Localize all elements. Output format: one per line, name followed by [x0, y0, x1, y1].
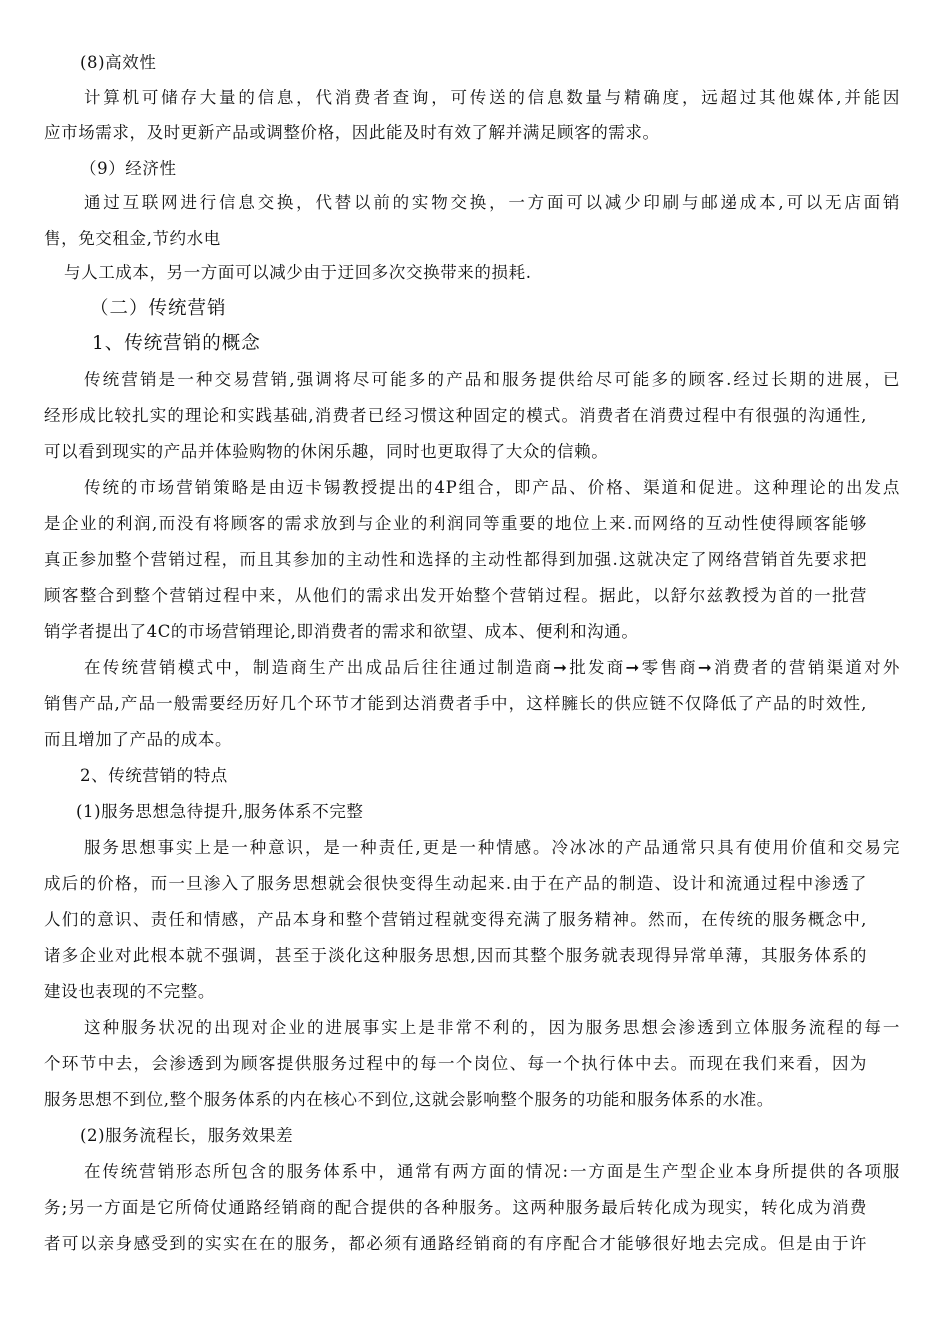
paragraph-line: 诸多企业对此根本就不强调，甚至于淡化这种服务思想,因而其整个服务就表现得异常单薄，其服务体系的 — [44, 946, 867, 965]
paragraph-line: 销学者提出了4C的市场营销理论,即消费者的需求和欲望、成本、便利和沟通。 — [44, 622, 639, 641]
paragraph-line: 这种服务状况的出现对企业的进展事实上是非常不利的，因为服务思想会渗透到立体服务流程的每一 — [84, 1018, 900, 1037]
paragraph-line: 务;另一方面是它所倚仗通路经销商的配合提供的各种服务。这两种服务最后转化成为现实，转化成为消费 — [44, 1198, 867, 1217]
subsection-heading-features: 2、传统营销的特点 — [80, 766, 228, 785]
paragraph-line: 服务思想事实上是一种意识，是一种责任,更是一种情感。冷冰冰的产品通常只具有使用价值和交易完 — [84, 838, 900, 857]
paragraph-line: 计算机可储存大量的信息，代消费者查询，可传送的信息数量与精确度，远超过其他媒体,并能因 — [84, 88, 900, 107]
paragraph-line: 成后的价格，而一旦渗入了服务思想就会很快变得生动起来.由于在产品的制造、设计和流通过程中渗透了 — [44, 874, 867, 893]
paragraph-line: 售，免交租金,节约水电 — [44, 229, 221, 248]
heading-efficiency: (8)高效性 — [80, 53, 157, 72]
paragraph-line: 者可以亲身感受到的实实在在的服务，都必须有通路经销商的有序配合才能够很好地去完成。但是由于许 — [44, 1234, 867, 1253]
paragraph-line: 可以看到现实的产品并体验购物的休闲乐趣，同时也更取得了大众的信赖。 — [44, 442, 609, 461]
paragraph-line: 传统营销是一种交易营销,强调将尽可能多的产品和服务提供给尽可能多的顾客.经过长期的进展，已 — [84, 370, 900, 389]
paragraph-line: 在传统营销模式中，制造商生产出成品后往往通过制造商➞批发商➞零售商➞消费者的营销渠道对外 — [84, 658, 900, 677]
paragraph-line: 是企业的利润,而没有将顾客的需求放到与企业的利润同等重要的地位上来.而网络的互动性使得顾客能够 — [44, 514, 867, 533]
paragraph-line: 而且增加了产品的成本。 — [44, 730, 233, 749]
paragraph-line: 经形成比较扎实的理论和实践基础,消费者已经习惯这种固定的模式。消费者在消费过程中有很强的沟通性, — [44, 406, 867, 425]
section-heading-traditional-marketing: （二）传统营销 — [90, 298, 227, 319]
paragraph-line: 销售产品,产品一般需要经历好几个环节才能到达消费者手中，这样臃长的供应链不仅降低了产品的时效性, — [44, 694, 867, 713]
paragraph-line: 人们的意识、责任和情感，产品本身和整个营销过程就变得充满了服务精神。然而，在传统的服务概念中, — [44, 910, 867, 929]
paragraph-line: 与人工成本，另一方面可以减少由于迂回多次交换带来的损耗. — [64, 263, 532, 282]
paragraph-line: 传统的市场营销策略是由迈卡锡教授提出的4P组合，即产品、价格、渠道和促进。这种理论的出发点 — [84, 478, 900, 497]
heading-service-process: (2)服务流程长，服务效果差 — [80, 1126, 294, 1145]
paragraph-line: 个环节中去，会渗透到为顾客提供服务过程中的每一个岗位、每一个执行体中去。而现在我们来看，因为 — [44, 1054, 867, 1073]
paragraph-line: 真正参加整个营销过程，而且其参加的主动性和选择的主动性都得到加强.这就决定了网络营销首先要求把 — [44, 550, 867, 569]
subsection-heading-concept: 1、传统营销的概念 — [92, 333, 261, 354]
paragraph-line: 建设也表现的不完整。 — [44, 982, 215, 1001]
paragraph-line: 通过互联网进行信息交换，代替以前的实物交换，一方面可以减少印刷与邮递成本,可以无店面销 — [84, 193, 900, 212]
heading-service-thought: (1)服务思想急待提升,服务体系不完整 — [76, 802, 364, 821]
paragraph-line: 服务思想不到位,整个服务体系的内在核心不到位,这就会影响整个服务的功能和服务体系的水准。 — [44, 1090, 774, 1109]
paragraph-line: 在传统营销形态所包含的服务体系中，通常有两方面的情况:一方面是生产型企业本身所提供的各项服 — [84, 1162, 900, 1181]
heading-economy: （9）经济性 — [80, 159, 177, 178]
paragraph-line: 顾客整合到整个营销过程中来，从他们的需求出发开始整个营销过程。据此，以舒尔兹教授为首的一批营 — [44, 586, 867, 605]
paragraph-line: 应市场需求，及时更新产品或调整价格，因此能及时有效了解并满足顾客的需求。 — [44, 123, 660, 142]
